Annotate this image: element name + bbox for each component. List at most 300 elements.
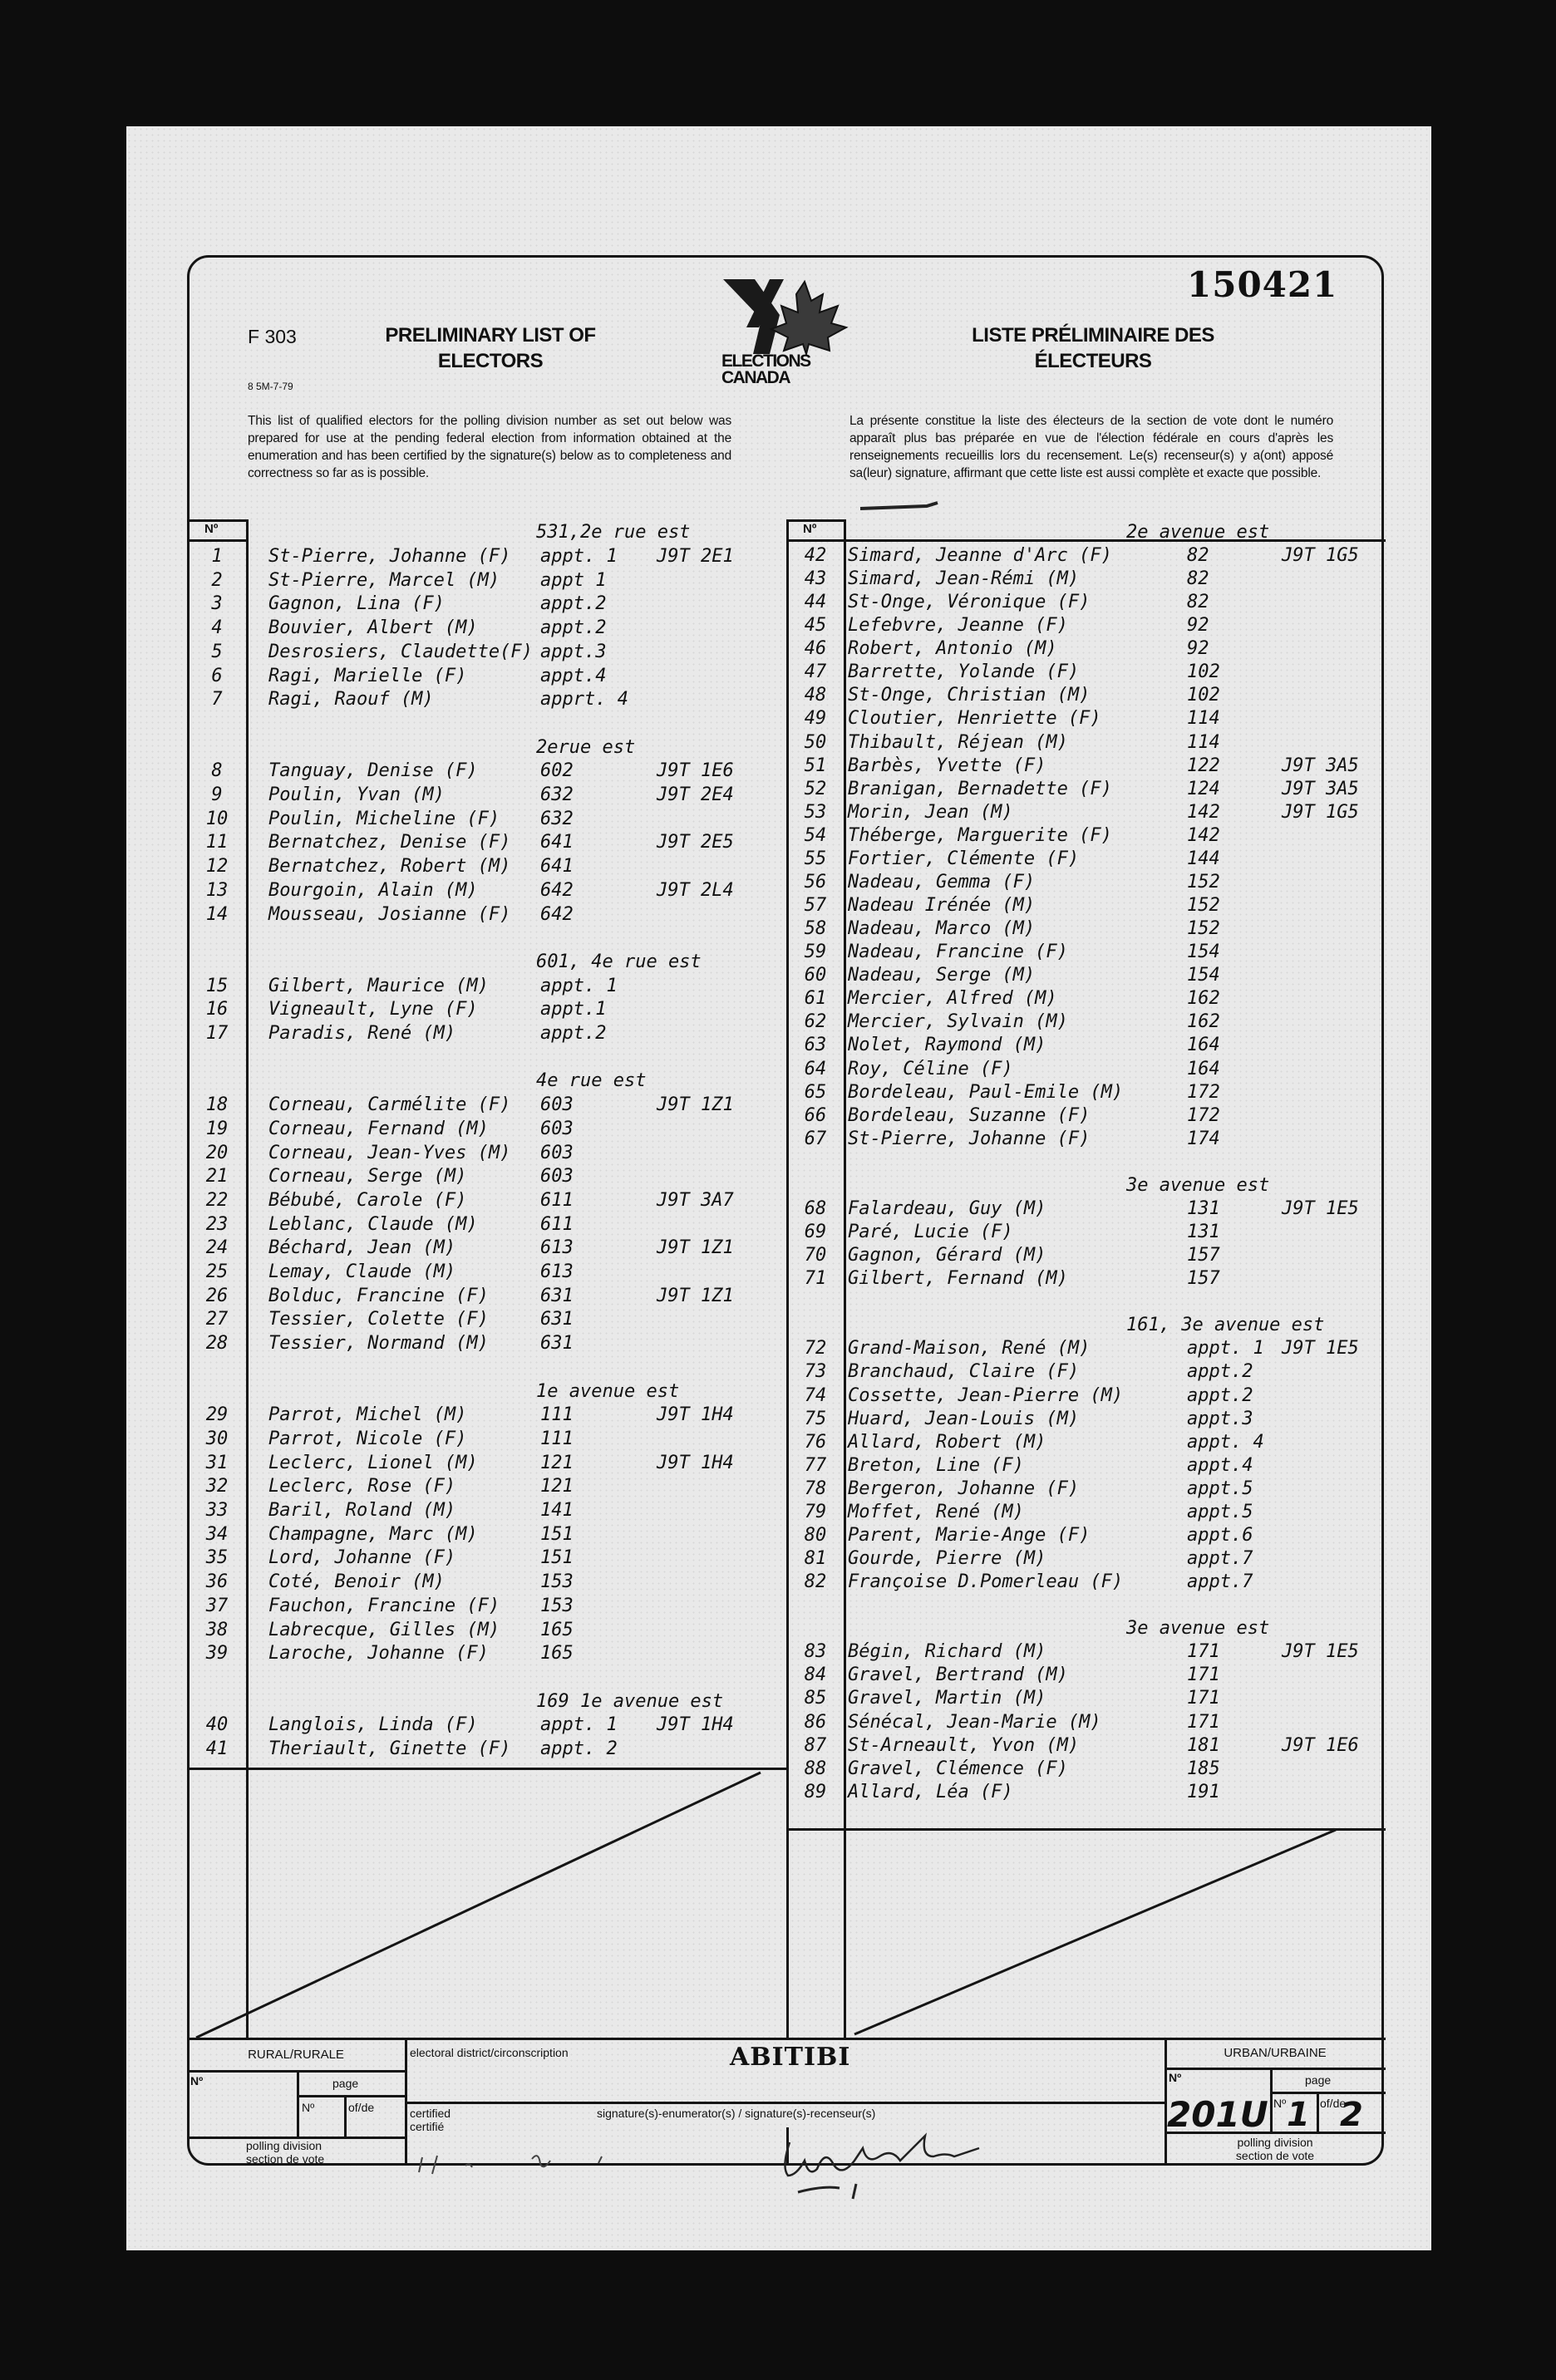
elector-address: 632	[540, 784, 574, 805]
elector-number: 8	[211, 760, 223, 782]
elector-name: Gourde, Pierre (M)	[848, 1548, 1046, 1569]
elector-number: 40	[205, 1714, 229, 1736]
elector-address: 642	[540, 903, 574, 925]
elector-name: Leblanc, Claude (M)	[268, 1213, 478, 1235]
elector-postal-code: J9T 2L4	[657, 879, 734, 901]
elector-address: 172	[1187, 1081, 1220, 1103]
pen-mark-icon	[848, 499, 972, 515]
title-fr-line1: LISTE PRÉLIMINAIRE DES	[972, 324, 1214, 347]
elector-number: 12	[205, 856, 229, 878]
elector-number: 36	[205, 1571, 229, 1593]
certified-fr: certifié	[410, 2120, 445, 2133]
elector-number: 27	[205, 1309, 229, 1330]
section-heading: 161, 3e avenue est	[1126, 1315, 1325, 1336]
section-heading: 3e avenue est	[1126, 1174, 1270, 1196]
elector-name: Gilbert, Fernand (M)	[848, 1268, 1068, 1290]
elector-name: Bergeron, Johanne (F)	[848, 1478, 1080, 1499]
elector-address: appt. 1	[540, 1714, 618, 1736]
elector-address: appt. 1	[540, 975, 618, 996]
elector-number: 76	[804, 1431, 827, 1453]
intro-english: This list of qualified electors for the polling division number as set out below was prepared for use at the pending federal election from information obtained at the enumeration and has been certified by the signature(s) below as to completeness and correctness so far as is possible.	[248, 414, 731, 480]
elector-name: Lefebvre, Jeanne (F)	[848, 615, 1068, 637]
elector-address: appt.5	[1187, 1501, 1253, 1522]
elector-name: Gagnon, Gérard (M)	[848, 1245, 1046, 1266]
elector-number: 80	[804, 1524, 827, 1546]
elector-name: Tessier, Colette (F)	[268, 1309, 489, 1330]
elector-number: 52	[804, 778, 827, 799]
elector-address: 171	[1187, 1711, 1220, 1733]
title-en-line2: ELECTORS	[437, 350, 544, 372]
elector-postal-code: J9T 2E5	[657, 832, 734, 853]
urban-page-no-label: Nº	[1273, 2097, 1287, 2110]
elector-name: Branchaud, Claire (F)	[848, 1361, 1080, 1383]
elector-number: 78	[804, 1478, 827, 1499]
elector-address: appt.3	[1187, 1408, 1253, 1429]
elector-name: Corneau, Jean-Yves (M)	[268, 1142, 511, 1163]
elector-name: Gravel, Martin (M)	[848, 1688, 1046, 1709]
elector-number: 13	[205, 879, 229, 901]
rule	[405, 2102, 1165, 2104]
elector-name: Mousseau, Josianne (F)	[268, 903, 511, 925]
section-heading: 1e avenue est	[536, 1380, 680, 1402]
elector-name: Tessier, Normand (M)	[268, 1333, 489, 1355]
rural-polling-division	[246, 2139, 324, 2166]
elector-number: 42	[804, 545, 827, 566]
elector-postal-code: J9T 1E6	[657, 760, 734, 782]
elector-name: Coté, Benoir (M)	[268, 1571, 445, 1593]
elector-number: 10	[205, 808, 229, 829]
section-heading: 601, 4e rue est	[536, 951, 702, 972]
elector-name: Bordeleau, Paul-Emile (M)	[848, 1081, 1124, 1103]
elector-address: 121	[540, 1452, 574, 1473]
elector-number: 45	[804, 615, 827, 637]
section-heading: 531,2e rue est	[536, 522, 691, 543]
polling-division-fr: section de vote	[1235, 2149, 1315, 2162]
elector-number: 38	[205, 1619, 229, 1640]
rural-page-of-label: of/de	[348, 2101, 375, 2114]
elector-name: Nadeau, Marco (M)	[848, 918, 1036, 940]
elector-name: Champagne, Marc (M)	[268, 1523, 478, 1545]
urban-polling-division	[1165, 2136, 1386, 2162]
polling-division-fr: section de vote	[246, 2152, 325, 2166]
elector-address: apprt. 4	[540, 689, 628, 711]
elector-name: Simard, Jeanne d'Arc (F)	[848, 545, 1112, 566]
elector-number: 4	[211, 617, 223, 639]
elector-number: 18	[205, 1094, 229, 1116]
elector-address: 611	[540, 1213, 574, 1235]
elector-address: 153	[540, 1595, 574, 1616]
elector-address: 131	[1187, 1197, 1220, 1219]
elector-name: Paré, Lucie (F)	[848, 1222, 1013, 1243]
rule	[1270, 2068, 1273, 2132]
elector-number: 87	[804, 1734, 827, 1756]
elector-number: 24	[205, 1237, 229, 1259]
elector-number: 41	[205, 1738, 229, 1759]
elector-address: 131	[1187, 1222, 1220, 1243]
elector-name: Nadeau, Francine (F)	[848, 942, 1068, 963]
elector-number: 70	[804, 1245, 827, 1266]
elector-address: 641	[540, 832, 574, 853]
elector-number: 47	[804, 661, 827, 683]
logo-text	[721, 353, 810, 386]
elector-number: 58	[804, 918, 827, 940]
elector-address: 631	[540, 1285, 574, 1306]
elector-address: 171	[1187, 1665, 1220, 1686]
elector-name: Mercier, Alfred (M)	[848, 988, 1057, 1010]
section-heading: 169 1e avenue est	[536, 1690, 724, 1712]
elector-number: 6	[211, 665, 223, 686]
elector-address: appt. 1	[1187, 1338, 1264, 1360]
elector-name: Gilbert, Maurice (M)	[268, 975, 489, 996]
elector-address: appt.6	[1187, 1524, 1253, 1546]
urban-page-total[interactable]: 2	[1340, 2096, 1363, 2134]
elector-address: 191	[1187, 1781, 1220, 1802]
elector-address: appt.2	[540, 1023, 607, 1044]
elector-name: Lemay, Claude (M)	[268, 1261, 456, 1282]
elector-number: 62	[804, 1011, 827, 1033]
elector-name: Sénécal, Jean-Marie (M)	[848, 1711, 1101, 1733]
elector-number: 25	[205, 1261, 229, 1282]
elector-number: 73	[804, 1361, 827, 1383]
title-english	[357, 322, 623, 374]
elector-name: Bourgoin, Alain (M)	[268, 879, 478, 901]
elector-name: Parrot, Michel (M)	[268, 1404, 467, 1426]
elector-name: Allard, Robert (M)	[848, 1431, 1046, 1453]
elector-address: 641	[540, 856, 574, 878]
elector-number: 15	[205, 975, 229, 996]
elector-number: 54	[804, 824, 827, 846]
rule	[1317, 2092, 1319, 2132]
elector-name: St-Pierre, Johanne (F)	[848, 1128, 1091, 1149]
elector-address: 157	[1187, 1268, 1220, 1290]
elector-address: 102	[1187, 685, 1220, 706]
logo-line2: CANADA	[721, 368, 790, 387]
elector-number: 68	[804, 1197, 827, 1219]
elector-address: 162	[1187, 1011, 1220, 1033]
title-fr-line2: ÉLECTEURS	[1034, 350, 1152, 372]
elector-name: Simard, Jean-Rémi (M)	[848, 568, 1080, 590]
elector-number: 51	[804, 755, 827, 776]
rule	[1165, 2068, 1386, 2070]
elector-address: 141	[540, 1500, 574, 1521]
elector-address: 124	[1187, 778, 1220, 799]
elector-number: 26	[205, 1285, 229, 1306]
elector-name: Thibault, Réjean (M)	[848, 731, 1068, 753]
elector-name: Nadeau Irénée (M)	[848, 895, 1036, 917]
elector-number: 77	[804, 1454, 827, 1476]
elector-number: 33	[205, 1500, 229, 1521]
elector-number: 56	[804, 871, 827, 893]
section-heading: 3e avenue est	[1126, 1618, 1270, 1640]
elector-address: 613	[540, 1261, 574, 1282]
elector-name: Théberge, Marguerite (F)	[848, 824, 1112, 846]
elector-address: appt.1	[540, 999, 607, 1020]
elector-name: Fauchon, Francine (F)	[268, 1595, 500, 1616]
elector-address: 102	[1187, 661, 1220, 683]
elector-postal-code: J9T 1G5	[1282, 545, 1359, 566]
elector-name: Parrot, Nicole (F)	[268, 1428, 467, 1449]
elector-address: 142	[1187, 824, 1220, 846]
rule	[297, 2095, 405, 2097]
rule	[297, 2070, 299, 2137]
elector-number: 16	[205, 999, 229, 1020]
elector-name: Bolduc, Francine (F)	[268, 1285, 489, 1306]
elector-number: 60	[804, 965, 827, 986]
elector-name: Gravel, Bertrand (M)	[848, 1665, 1068, 1686]
elector-address: appt. 1	[540, 546, 618, 567]
elector-name: Nadeau, Serge (M)	[848, 965, 1036, 986]
elector-postal-code: J9T 3A7	[657, 1189, 734, 1211]
elector-number: 49	[804, 708, 827, 730]
elector-number: 22	[205, 1189, 229, 1211]
elector-address: 82	[1187, 592, 1209, 613]
elector-number: 81	[804, 1548, 827, 1569]
logo-line1: ELECTIONS	[721, 352, 810, 371]
elector-postal-code: J9T 3A5	[1282, 755, 1359, 776]
no-column-header-right: Nº	[803, 522, 817, 536]
elector-address: 157	[1187, 1245, 1220, 1266]
elector-address: 152	[1187, 871, 1220, 893]
elector-number: 39	[205, 1643, 229, 1665]
elector-number: 23	[205, 1213, 229, 1235]
elector-address: 162	[1187, 988, 1220, 1010]
elector-number: 11	[205, 832, 229, 853]
elector-name: Leclerc, Lionel (M)	[268, 1452, 478, 1473]
elector-address: 174	[1187, 1128, 1220, 1149]
elector-name: Bébubé, Carole (F)	[268, 1189, 467, 1211]
elector-postal-code: J9T 1Z1	[657, 1094, 734, 1116]
elector-number: 43	[804, 568, 827, 590]
elector-name: Langlois, Linda (F)	[268, 1714, 478, 1736]
elector-address: appt.4	[540, 665, 607, 686]
elector-address: 144	[1187, 848, 1220, 869]
elector-number: 20	[205, 1142, 229, 1163]
elector-name: Françoise D.Pomerleau (F)	[848, 1571, 1124, 1593]
elector-name: Nadeau, Gemma (F)	[848, 871, 1036, 893]
elector-name: Theriault, Ginette (F)	[268, 1738, 511, 1759]
elector-number: 79	[804, 1501, 827, 1522]
elector-address: 642	[540, 879, 574, 901]
elector-name: Lord, Johanne (F)	[268, 1547, 456, 1569]
elector-address: 82	[1187, 568, 1209, 590]
elector-number: 55	[804, 848, 827, 869]
rule	[187, 2070, 405, 2073]
elector-address: 154	[1187, 942, 1220, 963]
elector-number: 31	[205, 1452, 229, 1473]
elector-number: 61	[804, 988, 827, 1010]
elector-name: Robert, Antonio (M)	[848, 638, 1057, 660]
section-heading: 2erue est	[536, 736, 636, 758]
elector-number: 59	[804, 942, 827, 963]
elector-address: 172	[1187, 1104, 1220, 1126]
elector-number: 65	[804, 1081, 827, 1103]
elector-name: Fortier, Clémente (F)	[848, 848, 1080, 869]
elector-address: appt. 2	[540, 1738, 618, 1759]
elector-postal-code: J9T 1Z1	[657, 1237, 734, 1259]
elector-number: 57	[804, 895, 827, 917]
elector-address: 92	[1187, 638, 1209, 660]
rule	[1270, 2092, 1386, 2094]
elector-address: 185	[1187, 1758, 1220, 1779]
section-heading: 2e avenue est	[1126, 521, 1270, 543]
elector-number: 82	[804, 1571, 827, 1593]
elector-number: 29	[205, 1404, 229, 1426]
district-label: electoral district/circonscription	[410, 2046, 569, 2059]
elector-number: 71	[804, 1268, 827, 1290]
elector-postal-code: J9T 1H4	[657, 1714, 734, 1736]
elector-name: St-Pierre, Marcel (M)	[268, 569, 500, 591]
elector-address: 165	[540, 1619, 574, 1640]
elector-number: 75	[804, 1408, 827, 1429]
elector-number: 89	[804, 1781, 827, 1802]
elector-address: appt.2	[540, 617, 607, 639]
elector-number: 2	[211, 569, 223, 591]
no-column-header-left: Nº	[204, 522, 219, 536]
form-code: F 303	[248, 326, 297, 347]
elector-address: appt.5	[1187, 1478, 1253, 1499]
elector-name: Poulin, Yvan (M)	[268, 784, 445, 805]
elector-number: 48	[804, 685, 827, 706]
elector-name: Corneau, Carmélite (F)	[268, 1094, 511, 1116]
elector-name: Paradis, René (M)	[268, 1023, 456, 1044]
elector-name: Gravel, Clémence (F)	[848, 1758, 1068, 1779]
rule	[844, 519, 846, 2038]
elector-name: Bernatchez, Denise (F)	[268, 832, 511, 853]
elector-name: Ragi, Raouf (M)	[268, 689, 434, 711]
elector-postal-code: J9T 1H4	[657, 1404, 734, 1426]
elector-address: 154	[1187, 965, 1220, 986]
elector-postal-code: J9T 1H4	[657, 1452, 734, 1473]
elector-name: Poulin, Micheline (F)	[268, 808, 500, 829]
elector-name: Bernatchez, Robert (M)	[268, 856, 511, 878]
elector-name: Breton, Line (F)	[848, 1454, 1024, 1476]
elector-number: 44	[804, 592, 827, 613]
certified-en: certified	[410, 2107, 451, 2120]
rule	[786, 519, 789, 2038]
elector-address: 602	[540, 760, 574, 782]
elector-name: St-Onge, Véronique (F)	[848, 592, 1091, 613]
elector-number: 30	[205, 1428, 229, 1449]
elector-address: 121	[540, 1476, 574, 1497]
elector-name: Baril, Roland (M)	[268, 1500, 456, 1521]
elector-number: 19	[205, 1118, 229, 1139]
elector-name: Vigneault, Lyne (F)	[268, 999, 478, 1020]
elector-address: 152	[1187, 918, 1220, 940]
elector-name: Mercier, Sylvain (M)	[848, 1011, 1068, 1033]
elector-name: Gagnon, Lina (F)	[268, 593, 445, 615]
elector-number: 34	[205, 1523, 229, 1545]
elector-address: 171	[1187, 1641, 1220, 1663]
elector-number: 37	[205, 1595, 229, 1616]
elector-address: 613	[540, 1237, 574, 1259]
elector-name: Leclerc, Rose (F)	[268, 1476, 456, 1497]
rural-label: RURAL/RURALE	[248, 2048, 344, 2062]
elector-name: Corneau, Serge (M)	[268, 1166, 467, 1188]
elector-name: Huard, Jean-Louis (M)	[848, 1408, 1080, 1429]
elector-number: 72	[804, 1338, 827, 1360]
elector-name: Barbès, Yvette (F)	[848, 755, 1046, 776]
list-end-rule-right	[786, 1828, 1386, 1831]
elector-address: 153	[540, 1571, 574, 1593]
elector-address: appt.7	[1187, 1548, 1253, 1569]
elector-number: 3	[211, 593, 223, 615]
print-code: 8 5M-7-79	[248, 381, 293, 392]
elector-name: Cloutier, Henriette (F)	[848, 708, 1101, 730]
elector-address: 152	[1187, 895, 1220, 917]
urban-page-number[interactable]: 1	[1287, 2096, 1310, 2134]
elector-number: 64	[804, 1058, 827, 1079]
district-value[interactable]: ABITIBI	[730, 2043, 851, 2072]
elector-address: appt.7	[1187, 1571, 1253, 1593]
elector-number: 35	[205, 1547, 229, 1569]
elector-number: 53	[804, 801, 827, 823]
elector-name: Grand-Maison, René (M)	[848, 1338, 1091, 1360]
elector-name: St-Onge, Christian (M)	[848, 685, 1091, 706]
rural-page-label: page	[332, 2077, 359, 2090]
elector-number: 86	[804, 1711, 827, 1733]
elector-address: appt.2	[1187, 1384, 1253, 1406]
elector-name: Cossette, Jean-Pierre (M)	[848, 1384, 1124, 1406]
elector-number: 7	[211, 689, 223, 711]
urban-page-of-label: of/de	[1320, 2097, 1347, 2110]
rule	[344, 2095, 347, 2137]
elector-number: 85	[804, 1688, 827, 1709]
elector-name: Nolet, Raymond (M)	[848, 1035, 1046, 1056]
elector-number: 5	[211, 641, 223, 662]
urban-polling-number[interactable]: 201U	[1167, 2094, 1268, 2135]
elector-address: 151	[540, 1547, 574, 1569]
elector-name: Branigan, Bernadette (F)	[848, 778, 1112, 799]
section-heading: 4e rue est	[536, 1070, 647, 1092]
elector-address: 603	[540, 1118, 574, 1139]
elector-address: appt 1	[540, 569, 607, 591]
rural-no-label: Nº	[190, 2074, 204, 2087]
elector-name: Labrecque, Gilles (M)	[268, 1619, 500, 1640]
elector-address: 632	[540, 808, 574, 829]
elector-name: Parent, Marie-Ange (F)	[848, 1524, 1091, 1546]
elector-postal-code: J9T 2E1	[657, 546, 734, 567]
elector-address: 82	[1187, 545, 1209, 566]
elector-postal-code: J9T 1E5	[1282, 1338, 1359, 1360]
elector-name: Bordeleau, Suzanne (F)	[848, 1104, 1091, 1126]
elector-address: 631	[540, 1333, 574, 1355]
elector-name: Tanguay, Denise (F)	[268, 760, 478, 782]
elector-name: Barrette, Yolande (F)	[848, 661, 1080, 683]
elector-address: 171	[1187, 1688, 1220, 1709]
elector-number: 9	[211, 784, 223, 805]
elector-number: 1	[211, 546, 223, 567]
elector-name: St-Arneault, Yvon (M)	[848, 1734, 1080, 1756]
elector-name: Bégin, Richard (M)	[848, 1641, 1046, 1663]
elector-address: appt. 4	[1187, 1431, 1264, 1453]
elector-number: 74	[804, 1384, 827, 1406]
list-end-rule-left	[187, 1768, 786, 1770]
elector-address: 114	[1187, 731, 1220, 753]
enumerator-signatures[interactable]	[407, 2117, 1155, 2201]
polling-division-en: polling division	[1237, 2136, 1313, 2149]
elector-name: Allard, Léa (F)	[848, 1781, 1013, 1802]
rule	[187, 2038, 1386, 2040]
elector-postal-code: J9T 1G5	[1282, 801, 1359, 823]
rule	[246, 519, 249, 2038]
elector-address: 611	[540, 1189, 574, 1211]
intro-french: La présente constitue la liste des électeurs de la section de vote dont le numéro apparaît plus bas préparée en vue de l'élection fédérale en cours d'après les renseignements recueillis lors du recensement. Le(s) recenseur(s) y a(ont) apposé sa(leur) signature, affirmant que cette liste est aussi complète et exacte que possible.	[849, 414, 1333, 480]
elector-number: 69	[804, 1222, 827, 1243]
urban-no-label: Nº	[1169, 2071, 1182, 2084]
elector-postal-code: J9T 1E6	[1282, 1734, 1359, 1756]
elector-postal-code: J9T 3A5	[1282, 778, 1359, 799]
title-french	[939, 322, 1247, 374]
